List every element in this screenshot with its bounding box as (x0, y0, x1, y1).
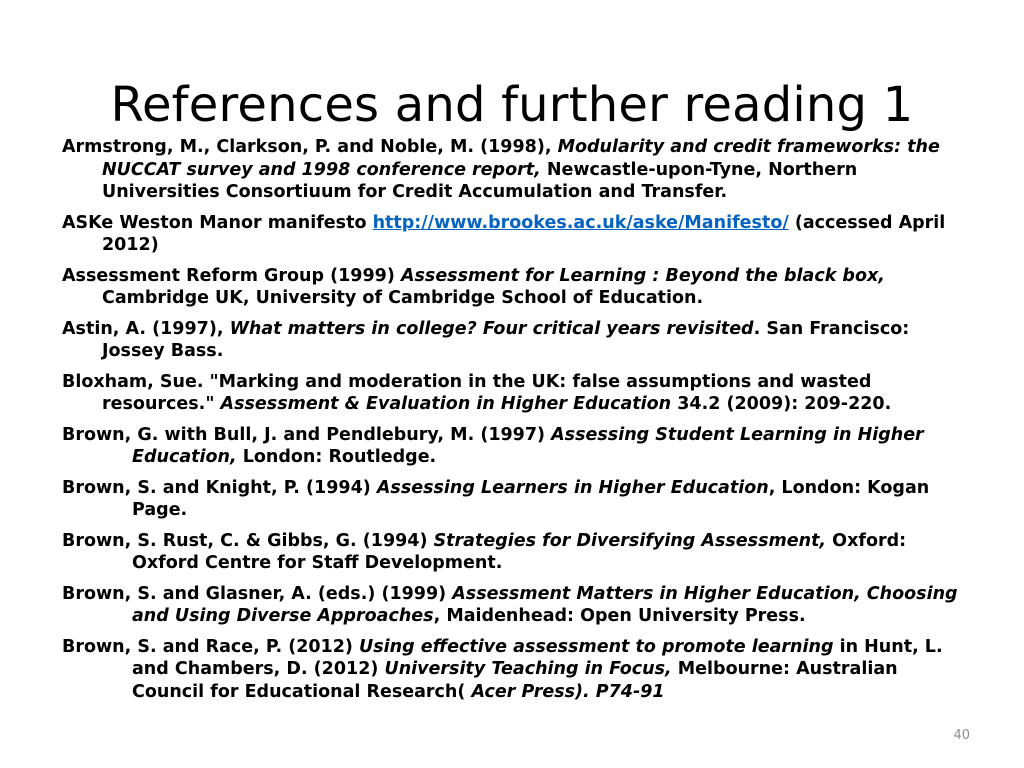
slide-title: References and further reading 1 (110, 77, 914, 134)
ref-authors: Armstrong, M., Clarkson, P. and Noble, M. (1998), (62, 137, 558, 157)
ref-book-title: University Teaching in Focus, (384, 659, 672, 679)
reference-item (62, 583, 967, 628)
ref-publisher: in Hunt, L. and Chambers, D. (2012) (132, 636, 943, 679)
ref-publisher: 34.2 (2009): 209-220. (671, 394, 892, 414)
reference-item (62, 212, 967, 257)
ref-authors: Brown, S. Rust, C. & Gibbs, G. (1994) (62, 530, 434, 551)
ref-authors: Astin, A. (1997), (62, 318, 230, 339)
reference-item (62, 636, 967, 704)
ref-authors: Bloxham, Sue. "Marking and moderation in the UK: false assumptions and wasted resources." (62, 371, 872, 414)
ref-title: Assessment & Evaluation in Higher Education (220, 394, 672, 414)
ref-title: Assessing Learners in Higher Education (376, 477, 769, 498)
ref-authors: ASKe Weston Manor manifesto (62, 212, 373, 233)
reference-item (62, 136, 967, 204)
ref-authors: Brown, G. with Bull, J. and Pendlebury, M. (1997) (62, 424, 552, 445)
ref-publisher: , Maidenhead: Open University Press. (433, 606, 806, 626)
reference-item (62, 424, 967, 469)
ref-authors: Brown, S. and Knight, P. (1994) (62, 477, 377, 498)
ref-title: Assessment for Learning : Beyond the black box, (400, 265, 885, 286)
ref-publisher: , London: Kogan Page. (132, 477, 930, 520)
ref-publisher-2: Melbourne: Australian Council for Educational Research( (132, 659, 898, 702)
ref-title: What matters in college? Four critical years revisited (229, 318, 754, 339)
ref-publisher: Newcastle-upon-Tyne, Northern Universities Consortiuum for Credit Accumulation and Transfer. (102, 159, 858, 202)
ref-authors: Assessment Reform Group (1999) (62, 265, 401, 286)
page-number: 40 (953, 728, 970, 743)
reference-item (62, 371, 967, 416)
ref-publisher: (accessed April 2012) (102, 212, 946, 255)
reference-item (62, 318, 967, 363)
reference-item (62, 530, 967, 575)
ref-link[interactable]: http://www.brookes.ac.uk/aske/Manifesto/ (372, 212, 789, 233)
ref-authors: Brown, S. and Race, P. (2012) (62, 636, 360, 657)
ref-title: Using effective assessment to promote learning (359, 636, 834, 657)
ref-publisher: London: Routledge. (236, 447, 437, 467)
ref-pages: Acer Press). P74-91 (471, 681, 665, 702)
ref-publisher: Cambridge UK, University of Cambridge School of Education. (102, 288, 704, 308)
ref-authors: Brown, S. and Glasner, A. (eds.) (1999) (62, 583, 453, 604)
ref-publisher: Oxford: Oxford Centre for Staff Development. (132, 530, 907, 573)
ref-title: Assessment Matters in Higher Education, Choosing and Using Diverse Approaches (132, 583, 958, 626)
reference-item (62, 265, 967, 310)
ref-title: Strategies for Diversifying Assessment, (433, 530, 827, 551)
reference-list (62, 136, 967, 711)
ref-title: Modularity and credit frameworks: the NUCCAT survey and 1998 conference report, (102, 137, 940, 180)
ref-title: Assessing Student Learning in Higher Education, (132, 424, 924, 467)
ref-publisher: . San Francisco: Jossey Bass. (102, 318, 910, 361)
reference-item (62, 477, 967, 522)
